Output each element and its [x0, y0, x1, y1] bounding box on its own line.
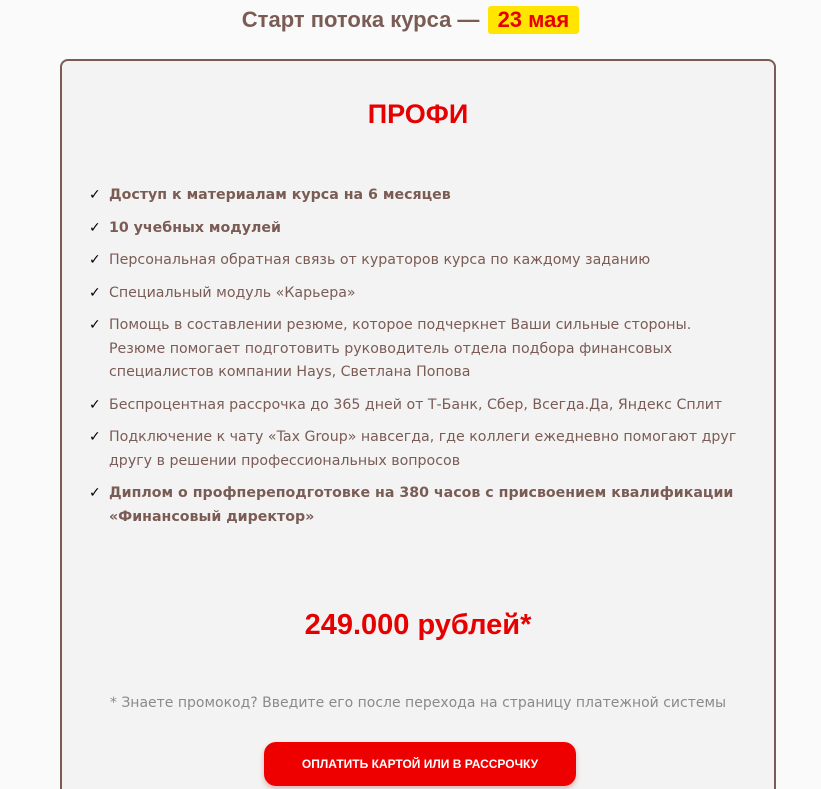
promo-code-note: * Знаете промокод? Введите его после перехода на страницу платежной системы [109, 695, 727, 711]
feature-text: Подключение к чату «Tax Group» навсегда, где коллеги ежедневно помогают друг другу в решении профессиональных вопросов [109, 429, 737, 469]
feature-text: Специальный модуль «Карьера» [109, 284, 356, 301]
feature-text: Беспроцентная рассрочка до 365 дней от Т-Банк, Сбер, Всегда.Да, Яндекс Сплит [109, 396, 723, 413]
feature-item [89, 217, 749, 241]
feature-item [89, 184, 749, 208]
checkmark-icon: ✓ [89, 396, 101, 413]
feature-item [89, 482, 749, 529]
checkmark-icon: ✓ [89, 252, 101, 268]
plan-price: 249.000 рублей* [304, 609, 532, 641]
pay-button[interactable]: ОПЛАТИТЬ КАРТОЙ ИЛИ В РАССРОЧКУ [264, 742, 576, 786]
feature-item [89, 249, 749, 273]
checkmark-icon: ✓ [89, 317, 101, 333]
course-start-date-badge: 23 мая [488, 6, 580, 34]
feature-text: Доступ к материалам курса на 6 месяцев [109, 187, 451, 203]
checkmark-icon: ✓ [89, 219, 101, 236]
feature-text: Диплом о профпереподготовке на 380 часов с присвоением квалификации «Финансовый директор» [109, 485, 734, 525]
feature-text: Помощь в составлении резюме, которое подчеркнет Ваши сильные стороны. Резюме помогает подготовить руководитель отдела подбора финансовых специалистов компании Hays, Светлана Попова [109, 317, 692, 380]
feature-text: Персональная обратная связь от кураторов курса по каждому заданию [109, 252, 651, 268]
feature-list [89, 184, 749, 538]
course-start-label: Старт потока курса — [241, 7, 480, 32]
feature-item [89, 314, 749, 385]
plan-card [60, 59, 776, 789]
feature-item [89, 426, 749, 473]
feature-item [89, 282, 749, 306]
feature-text: 10 учебных модулей [109, 219, 281, 236]
checkmark-icon: ✓ [89, 187, 101, 203]
checkmark-icon: ✓ [89, 284, 101, 301]
plan-title: ПРОФИ [367, 99, 469, 129]
course-start-line [0, 4, 821, 36]
checkmark-icon: ✓ [89, 485, 101, 501]
checkmark-icon: ✓ [89, 429, 101, 445]
feature-item [89, 394, 749, 418]
